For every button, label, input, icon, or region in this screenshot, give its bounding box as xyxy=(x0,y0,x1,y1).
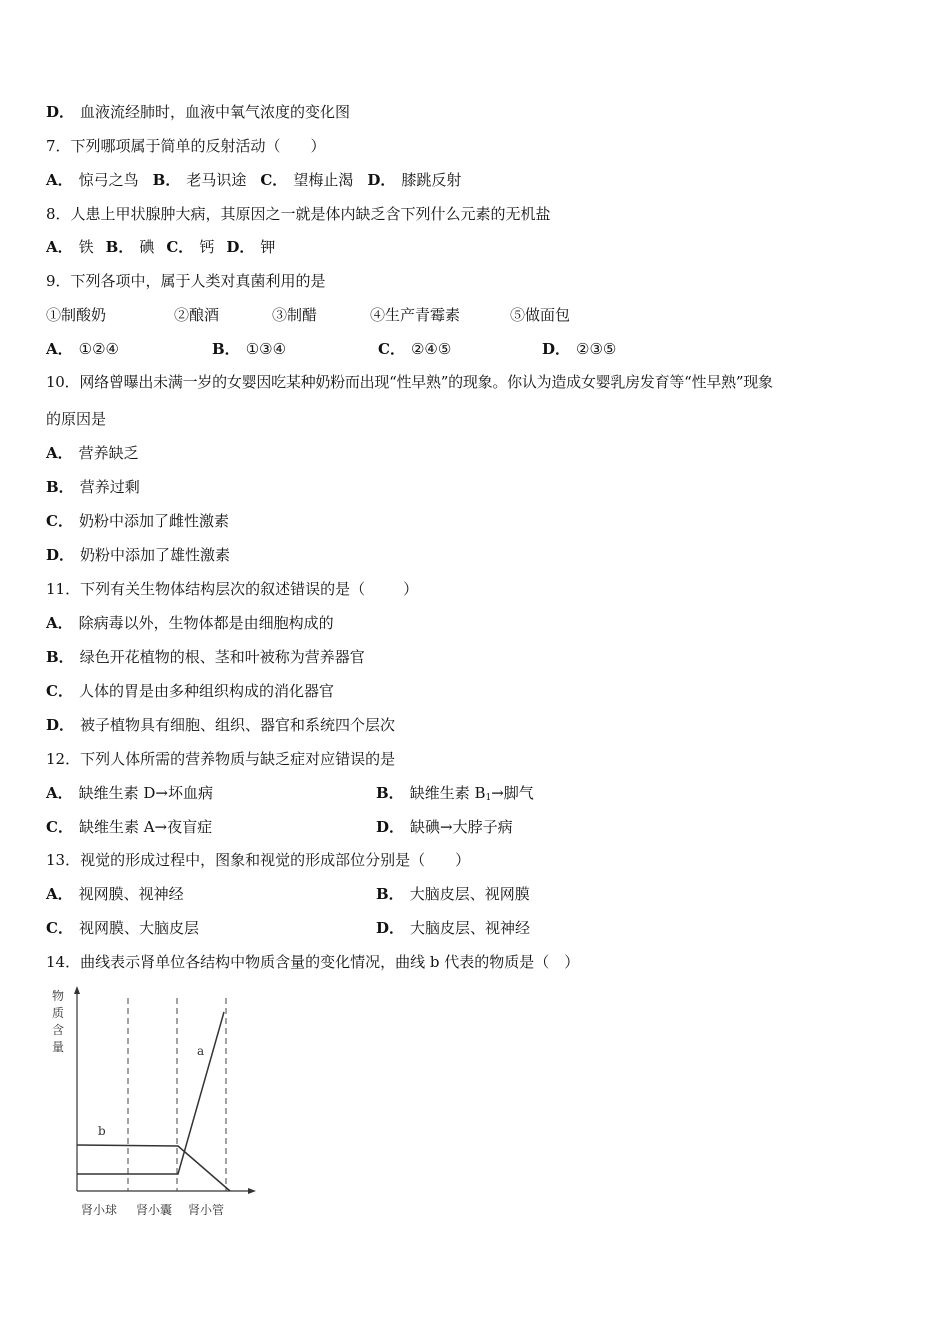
q13-option-c: C． 视网膜、大脑皮层 xyxy=(46,919,199,937)
q8-option-d: D． 钾 xyxy=(226,238,276,256)
q11-option-c: C． 人体的胃是由多种组织构成的消化器官 xyxy=(46,682,334,700)
q13-option-a: A． 视网膜、视神经 xyxy=(46,885,184,903)
y-axis-arrow-icon xyxy=(74,986,80,994)
q12-row1 xyxy=(46,783,906,803)
y-axis-label-char: 质 xyxy=(52,1006,65,1020)
q8-option-c: C． 钙 xyxy=(166,238,215,256)
kidney-curve-figure xyxy=(44,984,264,1220)
q10-option-c: C． 奶粉中添加了雌性激素 xyxy=(46,512,229,530)
y-axis-label-char: 量 xyxy=(52,1040,65,1054)
q10-option-a: A． 营养缺乏 xyxy=(46,444,139,462)
q7-option-b: B． 老马识途 xyxy=(152,171,247,189)
q9-item: ①制酸奶 xyxy=(46,306,107,324)
q11-option-b: B． 绿色开花植物的根、茎和叶被称为营养器官 xyxy=(46,648,365,666)
q11-option-d: D． 被子植物具有细胞、组织、器官和系统四个层次 xyxy=(46,716,396,734)
q7-option-c: C． 望梅止渴 xyxy=(260,171,354,189)
q9-options xyxy=(46,339,906,359)
q12-option-b: B． 缺维生素 $B_1\to$脚气 xyxy=(376,784,534,803)
y-axis-label-char: 含 xyxy=(52,1023,65,1037)
q6-option-d: D． 血液流经肺时，血液中氧气浓度的变化图 xyxy=(46,103,351,121)
q13-row2 xyxy=(46,918,906,938)
q12-row2 xyxy=(46,817,906,837)
q9-item: ③制醋 xyxy=(272,306,318,324)
q11-option-a: A． 除病毒以外，生物体都是由细胞构成的 xyxy=(46,614,334,632)
q12-stem: 12．下列人体所需的营养物质与缺乏症对应错误的是 xyxy=(46,750,396,768)
q13-option-b: B． 大脑皮层、视网膜 xyxy=(376,885,530,903)
q9-option-c: C． ②④⑤ xyxy=(378,340,452,358)
curve-b xyxy=(77,1145,230,1191)
q8-options xyxy=(46,237,275,257)
x-label-capsule: 肾小囊 xyxy=(136,1203,173,1217)
x-axis-arrow-icon xyxy=(248,1188,256,1194)
y-axis-label-char: 物 xyxy=(52,989,65,1003)
q7-option-a: A． 惊弓之鸟 xyxy=(46,171,139,189)
q9-option-a: A． ①②④ xyxy=(46,340,119,358)
q11-stem: 11．下列有关生物体结构层次的叙述错误的是（ ） xyxy=(46,580,419,598)
curve-a xyxy=(77,1012,224,1174)
q12-option-a: A． 缺维生素 D→坏血病 xyxy=(46,784,214,802)
q13-stem: 13．视觉的形成过程中，图象和视觉的形成部位分别是（ ） xyxy=(46,851,471,869)
q8-stem: 8．人患上甲状腺肿大病，其原因之一就是体内缺乏含下列什么元素的无机盐 xyxy=(46,205,551,223)
q9-item: ④生产青霉素 xyxy=(370,306,461,324)
q12-option-d: D． 缺碘→大脖子病 xyxy=(376,818,513,836)
x-label-glomerulus: 肾小球 xyxy=(81,1203,118,1217)
q8-option-a: A． 铁 xyxy=(46,238,94,256)
q14-stem: 14．曲线表示肾单位各结构中物质含量的变化情况，曲线 b 代表的物质是（ ） xyxy=(46,953,580,971)
q7-stem: 7．下列哪项属于简单的反射活动（ ） xyxy=(46,137,326,155)
q9-option-d: D． ②③⑤ xyxy=(542,340,617,358)
q13-row1 xyxy=(46,884,906,904)
x-label-tubule: 肾小管 xyxy=(188,1203,225,1217)
q9-items xyxy=(46,305,906,325)
q9-item: ②酿酒 xyxy=(174,306,220,324)
q10-stem-line1: 10．网络曾曝出未满一岁的女婴因吃某种奶粉而出现“性早熟”的现象。你认为造成女婴乳房发育等“性早熟”现象 xyxy=(46,373,773,391)
q13-option-d: D． 大脑皮层、视神经 xyxy=(376,919,531,937)
q10-option-d: D． 奶粉中添加了雄性激素 xyxy=(46,546,231,564)
q10-option-b: B． 营养过剩 xyxy=(46,478,140,496)
curve-a-label: a xyxy=(197,1044,205,1058)
curve-b-label: b xyxy=(98,1124,106,1138)
q8-option-b: B． 碘 xyxy=(105,238,155,256)
q9-item: ⑤做面包 xyxy=(510,306,571,324)
q12-option-c: C． 缺维生素 A→夜盲症 xyxy=(46,818,213,836)
q9-stem: 9．下列各项中，属于人类对真菌利用的是 xyxy=(46,272,326,290)
q7-option-d: D． 膝跳反射 xyxy=(367,171,462,189)
q10-stem-line2: 的原因是 xyxy=(46,410,107,428)
q7-options xyxy=(46,170,461,190)
q9-option-b: B． ①③④ xyxy=(212,340,287,358)
